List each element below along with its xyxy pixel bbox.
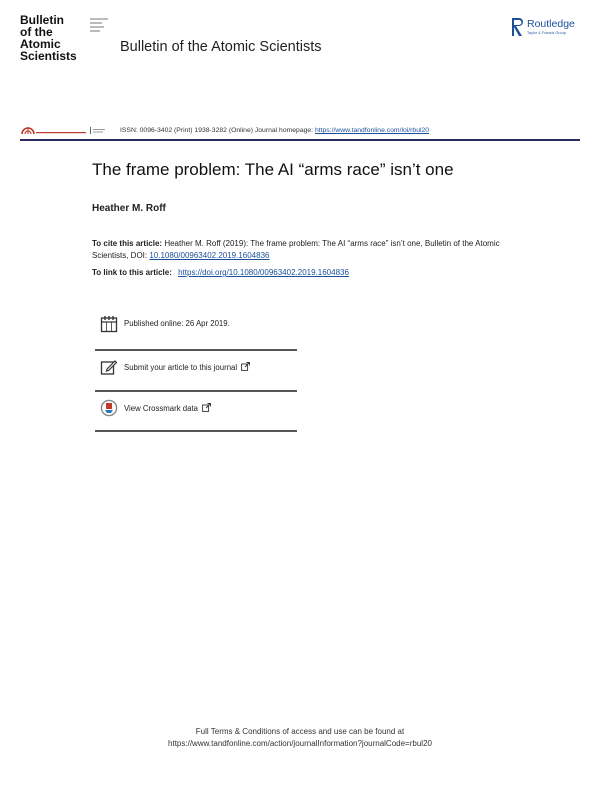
logo-line: Atomic <box>20 37 61 51</box>
article-doi-link[interactable]: https://doi.org/10.1080/00963402.2019.1604836 <box>178 268 349 277</box>
link-label: To link to this article: <box>92 268 172 277</box>
external-link-icon <box>241 362 250 371</box>
calendar-icon <box>100 315 118 333</box>
publisher-name: Routledge <box>527 18 575 30</box>
logo-fine-print <box>90 18 108 34</box>
footer-terms-link[interactable]: https://www.tandfonline.com/action/journalInformation?journalCode=rbul20 <box>168 738 432 748</box>
edit-icon <box>100 358 118 376</box>
crossmark-row[interactable] <box>95 391 297 427</box>
cite-text: Heather M. Roff (2019): The frame problem: The AI “arms race” isn’t one, Bulletin of the Atomic Scientists, DOI: <box>92 239 500 260</box>
published-date: Published online: 26 Apr 2019. <box>124 319 230 328</box>
article-title: The frame problem: The AI “arms race” isn’t one <box>92 160 454 179</box>
crossmark-link[interactable] <box>124 403 211 413</box>
crossmark-label: View Crossmark data <box>124 404 198 413</box>
cite-doi-link[interactable]: 10.1080/00963402.2019.1604836 <box>149 250 270 260</box>
info-divider <box>95 430 297 432</box>
logo-line: of the <box>20 25 53 39</box>
submit-article-row[interactable] <box>95 350 297 386</box>
submit-article-label: Submit your article to this journal <box>124 363 238 372</box>
logo-line: Scientists <box>20 49 77 63</box>
journal-homepage-link[interactable]: https://www.tandfonline.com/loi/rbul20 <box>314 127 430 134</box>
terms-footer <box>0 726 600 749</box>
issn-text: ISSN: 0096-3402 (Print) 1938-3282 (Online) Journal homepage: <box>120 127 314 134</box>
publisher-logo <box>511 17 591 41</box>
header-divider <box>20 139 580 141</box>
footer-line: Full Terms & Conditions of access and use can be found at <box>195 727 405 736</box>
journal-title: Bulletin of the Atomic Scientists <box>120 39 322 55</box>
logo-line: Bulletin <box>20 13 64 27</box>
article-author: Heather M. Roff <box>92 203 166 214</box>
submit-article-link[interactable] <box>124 362 250 372</box>
crossmark-icon <box>100 399 118 417</box>
cite-label: To cite this article: <box>92 239 163 248</box>
publisher-tagline: Taylor & Francis Group <box>527 31 566 35</box>
issn-line <box>120 127 429 134</box>
bulletin-small-logo-icon <box>20 124 115 136</box>
external-link-icon <box>202 403 211 412</box>
published-online-row <box>95 307 297 343</box>
journal-logo <box>20 14 90 62</box>
article-link-line <box>92 268 349 277</box>
routledge-icon <box>511 17 524 37</box>
citation <box>92 238 522 261</box>
